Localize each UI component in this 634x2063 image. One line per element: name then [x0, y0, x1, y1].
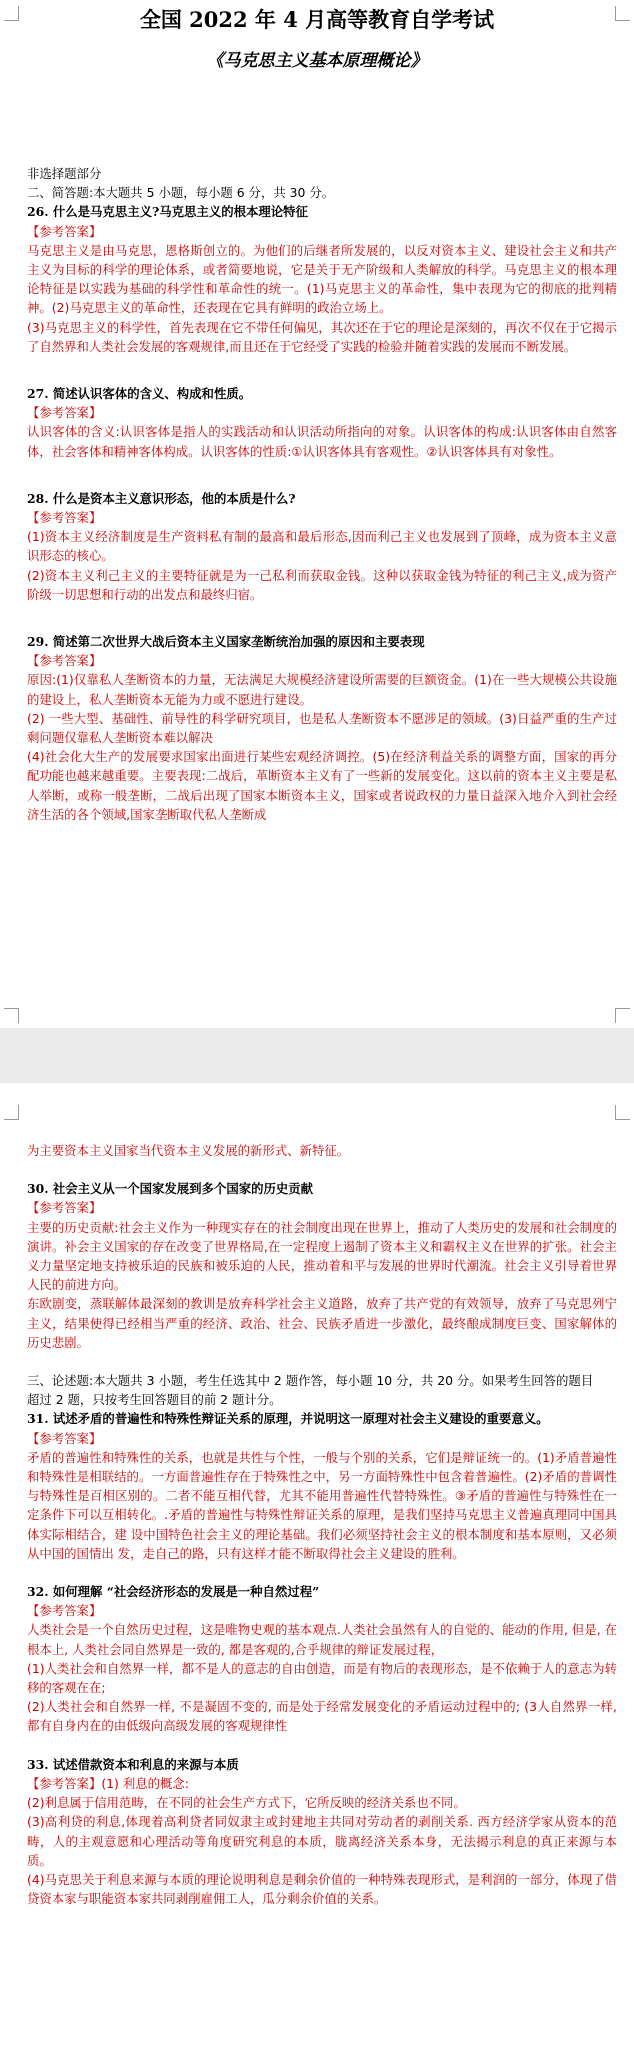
- question-27-answer-p1: 认识客体的含义:认识客体是指人的实践活动和认识活动所指向的对象。认识客体的构成:认识客体由自然客体，社会客体和精神客体构成。认识客体的性质:①认识客体具有客观性。②认识客体具有对象性。: [27, 424, 617, 459]
- crop-mark-top-left: [4, 1105, 19, 1120]
- reference-answer-label: 【参考答案】: [27, 1603, 102, 1619]
- crop-mark-bottom-left: [4, 1008, 19, 1023]
- question-32-answer-p2: (1)人类社会和自然界一样，都不是人的意志的自由创造，而是有物后的表现形态，是不依赖于人的意志为转移的客观在在;: [27, 1660, 617, 1696]
- question-31-answer-p1: 矛盾的普遍性和特殊性的关系，也就是共性与个性，一般与个别的关系，它们是辩证统一的。(1)矛盾普遍性和特殊性是相联结的。一方面普遍性存在于特殊性之中，另一方面特殊性中包含着普遍性。(2)矛盾的普调性与特殊性是百相区别的。二者不能互相代替，尤其不能用普遍性代替特殊性。③矛盾的普遍性与特殊性在一定条件下可以互相转化。.矛盾的普遍性与特殊性辩证关系的原理，是我们坚持马克思主义普遍真理同中国具体实际相结合，建 设中国特色社会主义的理论基础。我们必须坚持社会主义的根本制度和基本原则，又必须从中国的国情出 发，走自己的路，只有这样才能不断取得社会主义建设的胜利。: [27, 1449, 617, 1561]
- question-33-answer-p2: (2)利息属于信用范畴，在不同的社会生产方式下，它所反映的经济关系也不同。: [27, 1795, 466, 1811]
- page1-body: [27, 164, 617, 824]
- question-26-answer-p2: (3)马克思主义的科学性，首先表现在它不带任何偏见，其次还在于它的理论是深刻的，再次不仅在于它揭示了自然界和人类社会发展的客观规律,而且还在于它经受了实践的检验并随着实践的发展而不断发展。: [27, 319, 617, 354]
- page-gap: [0, 1028, 634, 1083]
- reference-answer-label: 【参考答案】: [27, 1200, 102, 1216]
- question-29-answer-continued: 为主要资本主义国家当代资本主义发展的新形式、新特征。: [27, 1143, 350, 1158]
- question-31-title: 31. 试述矛盾的普遍性和特殊性辩证关系的原理，并说明这一原理对社会主义建设的重要意义。: [27, 1411, 549, 1427]
- question-28-answer-p1: (1)资本主义经济制度是生产资料私有制的最高和最后形态,因而利己主义也发展到了顶峰，成为资本主义意识形态的核心。: [27, 529, 617, 564]
- question-27-title: 27. 简述认识客体的含义、构成和性质。: [27, 386, 252, 402]
- document-page-2: [0, 1083, 634, 2063]
- crop-mark-bottom-right: [615, 1008, 630, 1023]
- question-32-answer-p1: 人类社会是一个自然历史过程，这是唯物史观的基本观点.人类社会虽然有人的自觉的、能动的作用, 但是, 在根本上, 人类社会同自然界是一致的, 都是客观的,合乎规律的辩证发展过程，: [27, 1622, 617, 1657]
- question-30-answer-p1: 主要的历史贡献:社会主义作为一种现实存在的社会制度出现在世界上，推动了人类历史的发展和社会制度的演讲。补会主义国家的存在改变了世界格局,在一定程度上遏制了资本主义和霸权主义在世界的扩张。社会主义力量坚定地支持被乐迫的民族和被乐迫的人民，推动着和平与发展的世界时代潮流。社会主义引导着世界人民的前进方向。: [27, 1219, 617, 1293]
- question-33-answer-p4: (4)马克思关于利息来源与本质的理论说明利息是剩余价值的一种特殊表现形式，是利润的一部分，体现了借贷资本家与职能资本家共同剥削雇佣工人，瓜分剩余价值的关系。: [27, 1871, 617, 1907]
- document-page-1: [0, 0, 634, 1028]
- question-29-title: 29. 简述第二次世界大战后资本主义国家垄断统治加强的原因和主要表现: [27, 634, 425, 650]
- section-label: 非选择题部分: [27, 166, 102, 181]
- question-33-title: 33. 试述借款资本和利息的来源与本质: [27, 1756, 239, 1772]
- question-28-title: 28. 什么是资本主义意识形态，他的本质是什么?: [27, 490, 296, 506]
- question-32-title: 32. 如何理解 “社会经济形态的发展是一种自然过程”: [27, 1584, 320, 1600]
- question-29-answer-p1: 原因:(1)仅靠私人垄断资本的力量，无法满足大规模经济建设所需要的巨额资金。(1)在一些大规模公共设施的建设上，私人垄断资本无能为力或不愿进行建设。: [27, 672, 617, 707]
- crop-mark-top-right: [615, 1105, 630, 1120]
- reference-answer-label: 【参考答案】: [27, 223, 102, 239]
- question-29-answer-p3: (4)社会化大生产的发展要求国家出面进行某些宏观经济调控。(5)在经济利益关系的调整方面，国家的再分配功能也越来越重要。主要表现:二战后，革断资本主义有了一些新的发展变化。这以前的资本主义主要是私人举断，或称一般垄断，二战后出现了国家本断资本主义，国家或者说政权的力量日益深入地介入到社会经济生活的各个领域,国家垄断取代私人垄断成: [27, 749, 617, 822]
- reference-answer-label: 【参考答案】: [27, 1430, 102, 1446]
- reference-answer-label: 【参考答案】: [27, 405, 102, 421]
- section-three-heading: 三、论述题:本大题共 3 小题，考生任选其中 2 题作答，每小题 10 分，共 20 分。如果考生回答的题目: [27, 1373, 594, 1389]
- question-33-answer-p3: (3)高利贷的利息,体现着高利贷者同奴隶主或封建地主共同对劳动者的剥削关系. 西方经济学家从资本的范畴，人的主观意愿和心理活动等角度研究利息的本质，胧离经济关系本身，无法揭示利息的真正来源与本质。: [27, 1814, 617, 1868]
- reference-answer-label: 【参考答案】: [27, 510, 102, 526]
- question-26-answer-p1: 马克思主义是由马克思，恩格斯创立的。为他们的后继者所发展的，以反对资本主义、建设社会主义和共产主义为目标的科学的理论体系，或者简要地说，它是关于无产阶级和人类解放的科学。马克思主义的根本理论特征是以实践为基础的科学性和革命性的统一。(1)马克思主义的革命性，集中表现为它的彻底的批判精神。(2)马克思主义的革命性，还表现在它具有鲜明的政治立场上。: [27, 242, 617, 316]
- question-33-answer-p1: (1) 利息的概念:: [101, 1775, 189, 1791]
- question-30-title: 30. 社会主义从一个国家发展到多个国家的历史贡献: [27, 1181, 314, 1197]
- page2-body: [27, 1141, 617, 1908]
- question-30-answer-p2: 东欧剧变，蒸联解体最深刻的教训是放弃科学社会主义道路，放弃了共产党的有效领导，放弃了马克思列宁主义，结果使得已经相当严重的经济、政治、社会、民族矛盾进一步激化，最终酿成制度巨变、国家解体的历史悲剧。: [27, 1296, 617, 1350]
- section-two-heading: 二、简答题:本大题共 5 小题，每小题 6 分，共 30 分。: [27, 185, 335, 201]
- section-three-note: 超过 2 题，只按考生回答题目的前 2 题计分。: [27, 1392, 282, 1408]
- question-32-answer-p3: (2)人类社会和自然界一样, 不是凝固不变的, 而是处于经常发展变化的矛盾运动过程中的; (3人自然界一样, 都有自身内在的由低级向高级发展的客观规律性: [27, 1699, 617, 1734]
- reference-answer-label: 【参考答案】: [27, 1775, 102, 1791]
- question-29-answer-p2: (2) 一些大型、基础性、前导性的科学研究项目，也是私人垄断资本不愿涉足的领域。(3)日益严重的生产过剩问题仅靠私人垄断资本难以解决: [27, 710, 617, 746]
- question-28-answer-p2: (2)资本主义利己主义的主要特征就是为一己私利而获取金钱。这种以获取金钱为特征的利己主义,成为资产阶级一切思想和行动的出发点和最终归宿。: [27, 567, 617, 602]
- course-title: 《马克思主义基本原理概论》: [206, 51, 428, 71]
- question-26-title: 26. 什么是马克思主义?马克思主义的根本理论特征: [27, 204, 308, 220]
- exam-title: 全国 2022 年 4 月高等教育自学考试: [139, 7, 495, 32]
- reference-answer-label: 【参考答案】: [27, 653, 102, 669]
- question-33-answer-first-line: [27, 1774, 617, 1793]
